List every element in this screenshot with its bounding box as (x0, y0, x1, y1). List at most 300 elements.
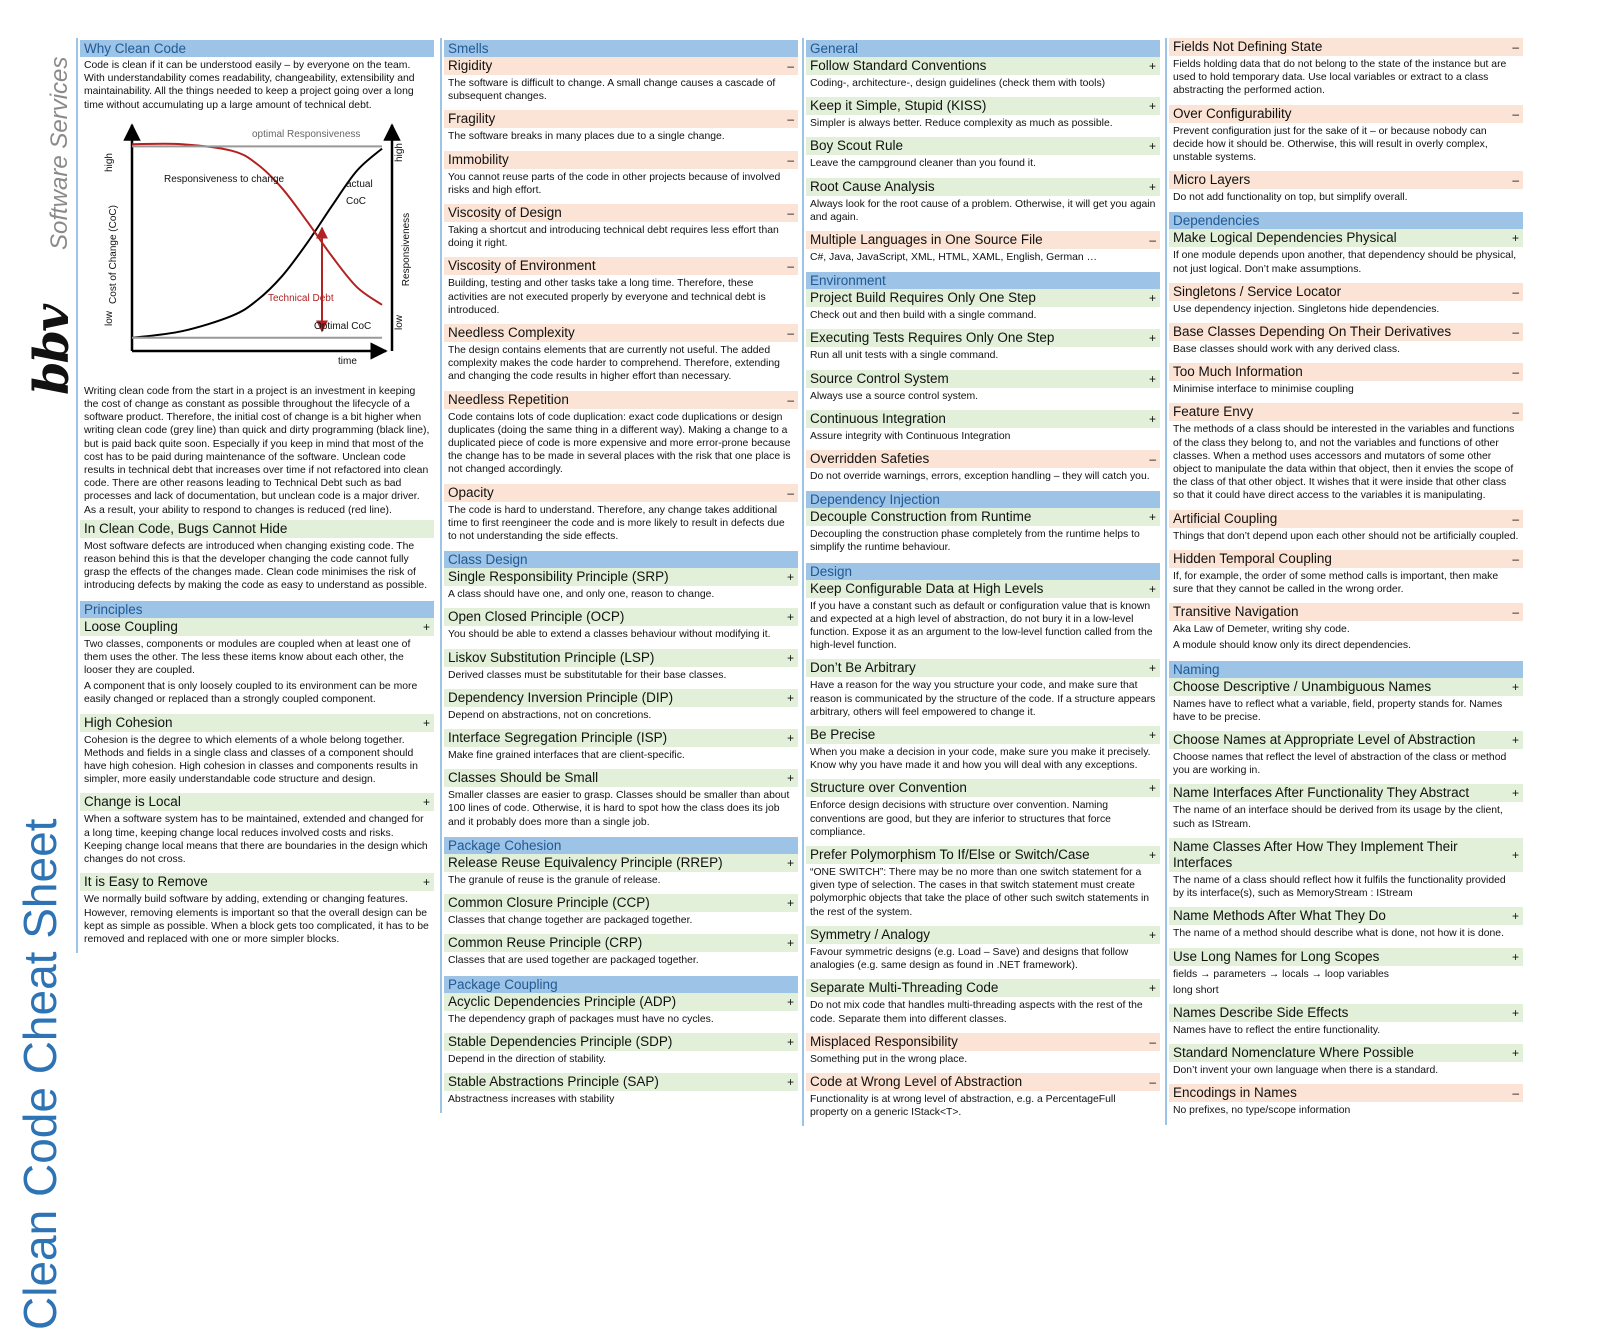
item-paragraph: No prefixes, no type/scope information (1173, 1105, 1351, 1117)
cheat-item (806, 1033, 1160, 1072)
minus-icon: – (1149, 233, 1156, 248)
item-header (444, 993, 798, 1011)
item-paragraph: Classes that change together are packaged together. (448, 915, 693, 927)
item-header (806, 1033, 1160, 1051)
item-body (444, 75, 798, 109)
item-paragraph: Minimise interface to minimise coupling (1173, 384, 1354, 396)
item-header (806, 508, 1160, 526)
item-body (806, 526, 1160, 560)
item-body (444, 1051, 798, 1072)
item-body (806, 155, 1160, 176)
cheat-item (1169, 105, 1523, 171)
chart-svg (90, 119, 430, 379)
section-header: Package Cohesion (444, 837, 798, 854)
cheat-item (806, 659, 1160, 725)
item-title: Choose Names at Appropriate Level of Abstraction (1173, 732, 1476, 748)
item-title: Keep Configurable Data at High Levels (810, 580, 1044, 596)
cheat-item (806, 178, 1160, 230)
item-body (806, 1091, 1160, 1125)
item-header (444, 854, 798, 872)
plus-icon: + (422, 715, 430, 730)
minus-icon: – (1512, 325, 1519, 340)
section-header: Smells (444, 40, 798, 57)
item-title: Be Precise (810, 727, 876, 743)
item-title: Artificial Coupling (1173, 510, 1278, 526)
section-header: Dependency Injection (806, 491, 1160, 508)
item-header (1169, 323, 1523, 341)
item-paragraph: Enforce design decisions with structure over convention. Naming conventions are good, but they are inferior to structures that force compliance. (810, 800, 1111, 838)
minus-icon: – (787, 485, 794, 500)
section-header: Naming (1169, 661, 1523, 678)
item-paragraph: The design contains elements that are currently not useful. The added complexity makes the code harder to comprehend. Therefore, extending and changing the code results in higher effort than necessary. (448, 345, 780, 383)
item-title: Interface Segregation Principle (ISP) (448, 730, 668, 746)
item-paragraph: The name of a method should describe what is done, not how it is done. (1173, 928, 1504, 940)
cheat-item (444, 257, 798, 323)
item-title: Over Configurability (1173, 105, 1292, 121)
minus-icon: – (787, 152, 794, 167)
item-body (1169, 301, 1523, 322)
item-body (1169, 381, 1523, 402)
item-paragraph: If one module depends upon another, that dependency should be physical, not just logical. Don’t make assumptions. (1173, 250, 1517, 275)
item-title: Too Much Information (1173, 364, 1303, 380)
plus-icon: + (1148, 139, 1156, 154)
cheat-item (1169, 38, 1523, 104)
plus-icon: + (1148, 510, 1156, 525)
plus-icon: + (1148, 981, 1156, 996)
cheat-item (806, 289, 1160, 328)
cheat-item (1169, 907, 1523, 946)
plus-icon: + (1148, 291, 1156, 306)
item-paragraph: The name of a class should reflect how it fulfils the functionality provided by its interface(s), such as MemoryStream : IStream (1173, 874, 1506, 900)
chart-label-time: time (338, 355, 357, 367)
item-paragraph: The granule of reuse is the granule of release. (448, 874, 661, 886)
item-title: Release Reuse Equivalency Principle (RREP) (448, 854, 723, 870)
cheat-item (806, 410, 1160, 449)
column-2 (440, 38, 798, 1113)
item-paragraph: Do not override warnings, errors, exception handling – they will catch you. (810, 471, 1150, 483)
item-title: Source Control System (810, 370, 949, 386)
item-paragraph: The code is hard to understand. Therefore, any change takes additional time to first reengineer the code and is more likely to result in defects due to not understanding the side effects. (448, 504, 785, 543)
minus-icon: – (787, 392, 794, 407)
cheat-item (806, 580, 1160, 659)
minus-icon: – (787, 206, 794, 221)
item-title: Continuous Integration (810, 410, 946, 426)
item-body (80, 811, 434, 872)
item-paragraph: If, for example, the order of some method calls is important, then make sure that they cannot be called in the wrong order. (1173, 570, 1499, 596)
item-body (444, 502, 798, 550)
item-body (80, 538, 434, 599)
item-paragraph: Most software defects are introduced when changing existing code. The reason behind this is that the developer changing the code cannot fully grasp the effects of the changes made. Clean code minimises the risk of introducing defects by making the code as easy to understand as possible. (84, 540, 428, 592)
cheat-item (806, 979, 1160, 1031)
item-header (80, 793, 434, 811)
item-paragraph: “ONE SWITCH”: There may be no more than one switch statement for a given type of selection. The cases in that switch statement must create polymorphic objects that take the place of other such switch statements in the rest of the system. (810, 867, 1150, 918)
item-body (1169, 621, 1523, 658)
item-title: Decouple Construction from Runtime (810, 509, 1032, 525)
minus-icon: – (1149, 1034, 1156, 1049)
plus-icon: + (1148, 927, 1156, 942)
item-paragraph: Always use a source control system. (810, 390, 979, 402)
item-title: Transitive Navigation (1173, 604, 1299, 620)
item-paragraph: If you have a constant such as default or configuration value that is known and expected at a high level of abstraction, do not bury it in a low-level function. Expose it as an argument to the low-level function called from the high-level function. (810, 600, 1153, 652)
item-paragraph: Do not add functionality on top, but simplify overall. (1173, 192, 1408, 204)
item-title: Choose Descriptive / Unambiguous Names (1173, 678, 1432, 694)
chart-label-resp: Responsiveness to change (164, 173, 285, 185)
item-title: Micro Layers (1173, 172, 1251, 188)
cheat-item (1169, 1084, 1523, 1123)
item-title: Liskov Substitution Principle (LSP) (448, 649, 655, 665)
plus-icon: + (1148, 371, 1156, 386)
item-paragraph: Names have to reflect what a variable, field, property stands for. Names have to be precise. (1173, 698, 1503, 723)
item-header (444, 568, 798, 586)
section-header: Package Coupling (444, 976, 798, 993)
item-header (444, 934, 798, 952)
item-paragraph: You cannot reuse parts of the code in other projects because of involved risks and high effort. (448, 171, 781, 196)
plus-icon: + (786, 896, 794, 911)
cheat-item (1169, 603, 1523, 658)
chart-label-optimal: optimal Responsiveness (252, 128, 361, 140)
item-paragraph: A component that is only loosely coupled to its environment can be more easily changed or replaced than a strongly coupled component. (84, 681, 418, 706)
item-header (80, 618, 434, 636)
item-header (806, 1073, 1160, 1091)
item-paragraph: Names have to reflect the entire functionality. (1173, 1024, 1381, 1036)
minus-icon: – (1512, 605, 1519, 620)
item-title: High Cohesion (84, 714, 173, 730)
item-header (806, 329, 1160, 347)
plus-icon: + (786, 1074, 794, 1089)
plus-icon: + (1148, 781, 1156, 796)
item-paragraph: Assure integrity with Continuous Integration (810, 430, 1011, 442)
plus-icon: + (1511, 1005, 1519, 1020)
item-body (1169, 341, 1523, 362)
item-paragraph: Two classes, components or modules are coupled when at least one of them uses the other. The less these items know about each other, the looser they are coupled. (84, 638, 411, 677)
item-title: Stable Abstractions Principle (SAP) (448, 1073, 659, 1089)
item-body (1169, 1022, 1523, 1043)
item-title: Viscosity of Design (448, 205, 562, 221)
item-body (806, 468, 1160, 489)
item-header (80, 520, 434, 538)
section-header: Class Design (444, 551, 798, 568)
item-title: Base Classes Depending On Their Derivatives (1173, 324, 1452, 340)
plus-icon: + (1148, 179, 1156, 194)
cheat-item (1169, 171, 1523, 210)
item-paragraph: Always look for the root cause of a problem. Otherwise, it will get you again and again. (810, 198, 1156, 223)
item-paragraph: The software is difficult to change. A small change causes a cascade of subsequent changes. (448, 78, 776, 103)
technical-debt-chart (90, 119, 430, 379)
item-header (806, 659, 1160, 677)
chart-label-low: low (104, 310, 116, 326)
item-title: Root Cause Analysis (810, 178, 935, 194)
item-body (806, 997, 1160, 1031)
item-body (1169, 749, 1523, 783)
chart-label-actual: actual (346, 178, 373, 190)
cheat-item (444, 568, 798, 607)
plus-icon: + (422, 795, 430, 810)
item-header (806, 779, 1160, 797)
item-body (1169, 1102, 1523, 1123)
plus-icon: + (1511, 786, 1519, 801)
item-body (806, 677, 1160, 725)
cheat-item (444, 204, 798, 256)
item-header (1169, 603, 1523, 621)
item-paragraph: Coding-, architecture-, design guidelines (check them with tools) (810, 78, 1106, 89)
plus-icon: + (786, 771, 794, 786)
column-3 (802, 38, 1160, 1126)
cheat-item (444, 391, 798, 483)
plus-icon: + (786, 1034, 794, 1049)
item-body (1169, 966, 1523, 1003)
item-paragraph: Make fine grained interfaces that are client-specific. (448, 750, 685, 762)
cheat-item (444, 649, 798, 688)
item-header (444, 608, 798, 626)
item-paragraph: fields → parameters → locals → loop variables (1173, 968, 1389, 980)
item-body (444, 222, 798, 256)
minus-icon: – (787, 59, 794, 73)
item-body (1169, 247, 1523, 281)
plus-icon: + (786, 650, 794, 665)
item-title: Structure over Convention (810, 780, 967, 796)
minus-icon: – (1149, 1074, 1156, 1089)
item-body (444, 872, 798, 893)
item-header (1169, 907, 1523, 925)
item-title: Singletons / Service Locator (1173, 283, 1342, 299)
cheat-item (444, 993, 798, 1032)
plus-icon: + (1148, 661, 1156, 676)
section-header: Why Clean Code (80, 40, 434, 57)
item-title: Fragility (448, 111, 496, 127)
section-header: Design (806, 563, 1160, 580)
chart-label-coc: CoC (346, 195, 367, 207)
item-title: Single Responsibility Principle (SRP) (448, 569, 669, 585)
item-paragraph: Run all unit tests with a single command. (810, 350, 999, 362)
cheat-item (806, 329, 1160, 368)
item-header (444, 649, 798, 667)
minus-icon: – (1512, 173, 1519, 188)
item-title: Opacity (448, 484, 494, 500)
item-header (806, 178, 1160, 196)
item-body (444, 747, 798, 768)
item-title: Don’t Be Arbitrary (810, 660, 916, 676)
cheat-item (444, 894, 798, 933)
item-paragraph: Check out and then build with a single command. (810, 310, 1037, 322)
cheat-item (444, 729, 798, 768)
plus-icon: + (1148, 848, 1156, 863)
item-title: Common Closure Principle (CCP) (448, 895, 650, 911)
item-title: Rigidity (448, 58, 493, 73)
item-paragraph: Building, testing and other tasks take a long time. Therefore, these activities are not executed properly by everyone and technical debt is introduced. (448, 278, 766, 316)
plus-icon: + (1148, 728, 1156, 743)
item-body (806, 797, 1160, 845)
chart-label-high2: high (393, 142, 405, 162)
minus-icon: – (1512, 40, 1519, 54)
cheat-item (444, 1073, 798, 1112)
cheat-item (444, 110, 798, 149)
item-header (806, 97, 1160, 115)
item-paragraph: C#, Java, JavaScript, XML, HTML, XAML, English, German … (810, 252, 1097, 264)
item-header (806, 370, 1160, 388)
cheat-item (806, 926, 1160, 978)
chart-label-optcoc: Optimal CoC (314, 320, 372, 332)
cheat-item (1169, 838, 1523, 906)
item-body (444, 275, 798, 323)
item-body (1169, 568, 1523, 602)
cheat-item (1169, 323, 1523, 362)
minus-icon: – (1149, 452, 1156, 467)
item-body (1169, 189, 1523, 210)
item-header (1169, 171, 1523, 189)
item-body (1169, 421, 1523, 508)
item-paragraph: The name of an interface should be derived from its usage by the client, such as IStream. (1173, 805, 1503, 830)
plus-icon: + (1511, 1046, 1519, 1061)
item-title: Classes Should be Small (448, 770, 599, 786)
cheat-item (806, 370, 1160, 409)
item-title: Code at Wrong Level of Abstraction (810, 1073, 1023, 1089)
item-header (444, 151, 798, 169)
item-paragraph: The dependency graph of packages must have no cycles. (448, 1013, 714, 1025)
plus-icon: + (1148, 99, 1156, 114)
minus-icon: – (1512, 1086, 1519, 1101)
column-4 (1165, 38, 1523, 1125)
plus-icon: + (422, 875, 430, 890)
item-paragraph: Cohesion is the degree to which elements of a whole belong together. Methods and fields in a single class and classes of a component should have high cohesion. High cohesion in classes and components results in simpler, more easily understandable code structure and design. (84, 734, 418, 786)
item-header (1169, 731, 1523, 749)
item-header (444, 110, 798, 128)
item-header (806, 979, 1160, 997)
cheat-item (80, 520, 434, 599)
cheat-item (1169, 229, 1523, 281)
item-title: Names Describe Side Effects (1173, 1004, 1349, 1020)
plus-icon: + (1511, 847, 1519, 862)
item-paragraph: Prevent configuration just for the sake of it – or because nobody can decide how it should be. Otherwise, this will result in overly complex, unstable systems. (1173, 125, 1488, 164)
chart-label-yright: Responsiveness (401, 212, 413, 286)
cheat-item (444, 484, 798, 550)
item-title: Needless Repetition (448, 391, 569, 407)
item-title: Fields Not Defining State (1173, 39, 1323, 54)
chart-label-debt: Technical Debt (268, 292, 334, 304)
item-header (1169, 229, 1523, 247)
item-title: Name Interfaces After Functionality They Abstract (1173, 785, 1470, 801)
minus-icon: – (1512, 551, 1519, 566)
item-body (806, 744, 1160, 778)
item-body (444, 169, 798, 203)
cheat-item (1169, 363, 1523, 402)
cheat-item (806, 450, 1160, 489)
item-paragraph: Base classes should work with any derived class. (1173, 344, 1400, 356)
item-body (1169, 528, 1523, 549)
cheat-item (444, 151, 798, 203)
item-header (806, 57, 1160, 75)
item-title: Dependency Inversion Principle (DIP) (448, 689, 674, 705)
cheat-item (1169, 283, 1523, 322)
section-header: Environment (806, 272, 1160, 289)
cheat-item (1169, 948, 1523, 1003)
item-title: Boy Scout Rule (810, 138, 904, 154)
item-body (444, 787, 798, 835)
column-1 (76, 38, 434, 953)
item-body (806, 307, 1160, 328)
item-body (1169, 1062, 1523, 1083)
plus-icon: + (1148, 581, 1156, 596)
chart-label-yleft: Cost of Change (CoC) (107, 204, 119, 304)
cheat-item (1169, 1004, 1523, 1043)
item-header (806, 289, 1160, 307)
item-paragraph: We normally build software by adding, extending or changing features. However, removing elements is important so that the overall design can be kept as simple as possible. When a block gets too complicated, it has to be removed and replaced with one or more simpler blocks. (84, 894, 429, 945)
item-title: Prefer Polymorphism To If/Else or Switch/Case (810, 847, 1090, 863)
item-title: In Clean Code, Bugs Cannot Hide (84, 520, 288, 536)
plus-icon: + (1511, 949, 1519, 964)
item-header (444, 689, 798, 707)
bbv-logo (24, 275, 80, 395)
cheat-item (444, 934, 798, 973)
item-title: Feature Envy (1173, 404, 1254, 420)
cheat-item (806, 57, 1160, 96)
minus-icon: – (1512, 106, 1519, 121)
item-paragraph: Favour symmetric designs (e.g. Load – Save) and designs that follow analogies (e.g. same design as found in .NET framework). (810, 946, 1129, 972)
item-header (80, 714, 434, 732)
item-header (444, 894, 798, 912)
item-header (806, 450, 1160, 468)
brand-services: Software Services (46, 56, 73, 250)
cheat-item (806, 779, 1160, 845)
item-body (80, 891, 434, 952)
item-paragraph: Depend in the direction of stability. (448, 1053, 607, 1065)
item-paragraph: When you make a decision in your code, make sure you make it precisely. Know why you have made it and how you will deal with any exceptions. (810, 747, 1151, 772)
section-header: Dependencies (1169, 212, 1523, 229)
item-header (444, 484, 798, 502)
cheat-item (1169, 403, 1523, 508)
page-title: Clean Code Cheat Sheet (14, 818, 66, 1330)
cheat-item (444, 1033, 798, 1072)
item-body (806, 75, 1160, 96)
item-header (1169, 363, 1523, 381)
item-title: Executing Tests Requires Only One Step (810, 330, 1055, 346)
cheat-item (1169, 784, 1523, 836)
item-paragraph: Smaller classes are easier to grasp. Classes should be smaller than about 100 lines of code. Otherwise, it is hard to spot how the class does its job and it probably does more than a single job. (448, 790, 790, 828)
plus-icon: + (1148, 411, 1156, 426)
item-paragraph: Something put in the wrong place. (810, 1053, 968, 1065)
cheat-item (80, 714, 434, 793)
item-title: Separate Multi-Threading Code (810, 980, 999, 996)
plus-icon: + (786, 936, 794, 951)
item-header (1169, 105, 1523, 123)
plus-icon: + (1511, 231, 1519, 246)
item-paragraph: The software breaks in many places due to a single change. (448, 131, 725, 143)
plus-icon: + (1148, 331, 1156, 346)
plus-icon: + (786, 994, 794, 1009)
plus-icon: + (1511, 733, 1519, 748)
item-body (444, 409, 798, 483)
item-header (806, 410, 1160, 428)
item-paragraph: A module should know only its direct dependencies. (1173, 640, 1411, 652)
item-header (806, 231, 1160, 249)
item-body (1169, 802, 1523, 836)
item-body (1169, 123, 1523, 171)
item-title: Name Classes After How They Implement Their Interfaces (1173, 838, 1458, 870)
item-title: Misplaced Responsibility (810, 1033, 958, 1049)
item-body (1169, 925, 1523, 946)
item-paragraph: Fields holding data that do not belong to the state of the instance but are used to hold temporary data. Use local variables or extract to a class abstracting the performed action. (1173, 59, 1507, 97)
item-header (1169, 38, 1523, 56)
item-header (806, 726, 1160, 744)
item-header (80, 873, 434, 891)
item-body (444, 912, 798, 933)
cheat-item (444, 324, 798, 390)
item-paragraph: Code contains lots of code duplication: exact code duplications or design duplicates (doing the same thing in a different way). Making a change to a duplicated piece of code is more expensive and more error-prone because the change has to be made in several places with the risk that one place is not changed accordingly. (448, 411, 791, 476)
item-title: Keep it Simple, Stupid (KISS) (810, 98, 987, 114)
item-title: Encodings in Names (1173, 1085, 1297, 1101)
logo-text: bbv (24, 305, 80, 395)
minus-icon: – (1512, 511, 1519, 526)
item-paragraph: Use dependency injection. Singletons hide dependencies. (1173, 303, 1440, 315)
